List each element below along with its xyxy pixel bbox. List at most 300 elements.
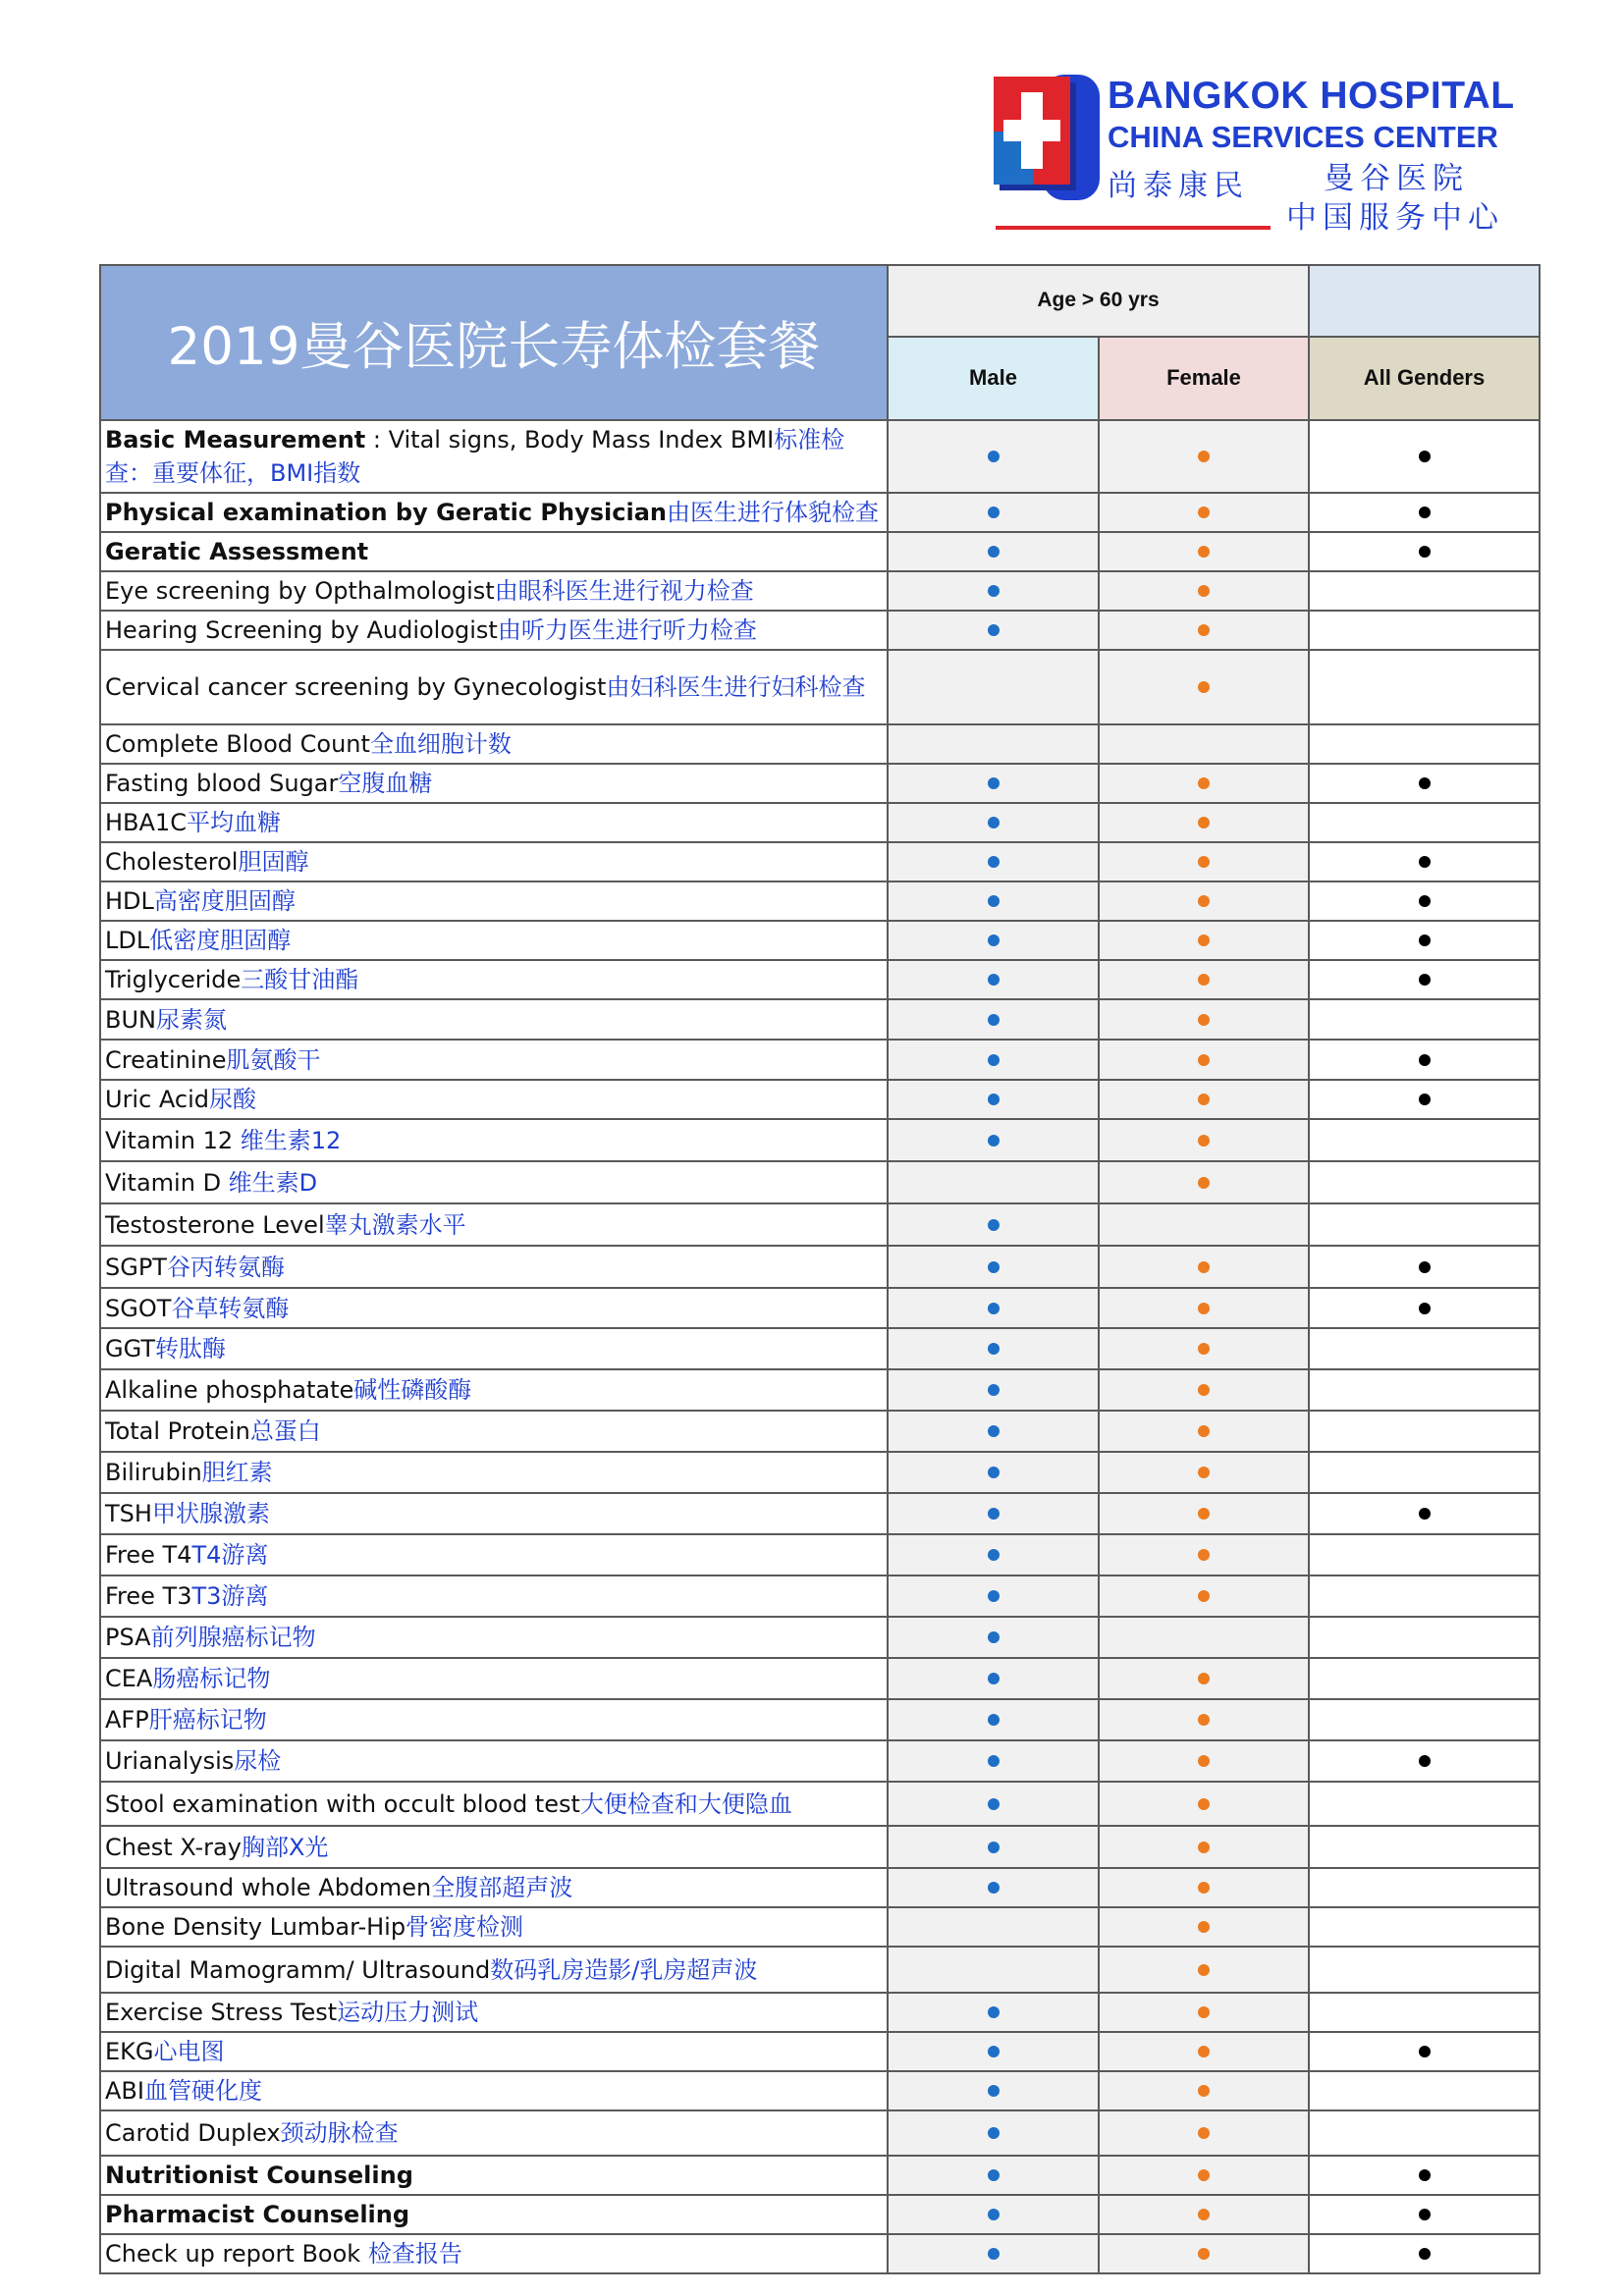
hospital-logo bbox=[992, 75, 1542, 241]
female-included-cell bbox=[1099, 532, 1309, 571]
item-name-cell bbox=[100, 650, 888, 724]
male-included-cell bbox=[888, 1080, 1099, 1119]
all-included-cell bbox=[1309, 1040, 1540, 1080]
female-included-cell bbox=[1099, 571, 1309, 611]
all-included-cell bbox=[1309, 1328, 1540, 1369]
included-dot-icon bbox=[1419, 1094, 1431, 1105]
item-name-cell bbox=[100, 2110, 888, 2156]
female-included-cell bbox=[1099, 1040, 1309, 1080]
female-included-cell bbox=[1099, 1411, 1309, 1452]
included-dot-icon bbox=[988, 1094, 1000, 1105]
all-included-cell bbox=[1309, 2156, 1540, 2195]
female-included-cell bbox=[1099, 1617, 1309, 1658]
female-included-cell bbox=[1099, 921, 1309, 960]
all-included-cell bbox=[1309, 1534, 1540, 1575]
male-included-cell bbox=[888, 724, 1099, 764]
table-row bbox=[100, 1246, 1540, 1288]
item-name-zh: 空腹血糖 bbox=[338, 770, 433, 797]
included-dot-icon bbox=[1198, 2248, 1210, 2260]
item-name-zh: 总蛋白 bbox=[249, 1417, 321, 1445]
table-row bbox=[100, 420, 1540, 493]
item-name-cell bbox=[100, 1782, 888, 1826]
item-name-en: EKG bbox=[105, 2038, 154, 2065]
item-name-en: Ultrasound whole Abdomen bbox=[105, 1874, 432, 1901]
included-dot-icon bbox=[1198, 1094, 1210, 1105]
male-included-cell bbox=[888, 1782, 1099, 1826]
included-dot-icon bbox=[1198, 2209, 1210, 2220]
item-name-zh: 心电图 bbox=[153, 2038, 225, 2065]
column-header-female: Female bbox=[1099, 337, 1309, 420]
item-name-cell bbox=[100, 611, 888, 650]
item-name-cell bbox=[100, 2032, 888, 2071]
male-included-cell bbox=[888, 764, 1099, 803]
all-included-cell bbox=[1309, 650, 1540, 724]
male-included-cell bbox=[888, 2071, 1099, 2110]
item-name-en: Hearing Screening by Audiologist bbox=[105, 616, 498, 644]
male-included-cell bbox=[888, 999, 1099, 1040]
included-dot-icon bbox=[1198, 1755, 1210, 1767]
male-included-cell bbox=[888, 921, 1099, 960]
all-included-cell bbox=[1309, 921, 1540, 960]
table-row bbox=[100, 724, 1540, 764]
female-included-cell bbox=[1099, 2234, 1309, 2273]
item-name-zh: T4游离 bbox=[191, 1541, 269, 1569]
table-row bbox=[100, 1907, 1540, 1947]
item-name-cell bbox=[100, 960, 888, 999]
female-included-cell bbox=[1099, 764, 1309, 803]
column-header-all-genders: All Genders bbox=[1309, 337, 1540, 420]
item-name-cell bbox=[100, 1993, 888, 2032]
all-included-cell bbox=[1309, 1575, 1540, 1617]
included-dot-icon bbox=[1198, 1964, 1210, 1976]
item-name-en: Free T4 bbox=[105, 1541, 192, 1569]
item-name-zh: 标准检查：重要体征，BMI指数 bbox=[105, 426, 845, 487]
female-included-cell bbox=[1099, 803, 1309, 842]
male-included-cell bbox=[888, 842, 1099, 881]
table-row bbox=[100, 1868, 1540, 1907]
included-dot-icon bbox=[988, 934, 1000, 946]
table-row bbox=[100, 764, 1540, 803]
item-name-en: TSH bbox=[105, 1500, 152, 1527]
item-name-en: Carotid Duplex bbox=[105, 2119, 281, 2147]
table-row bbox=[100, 1080, 1540, 1119]
table-row bbox=[100, 960, 1540, 999]
female-included-cell bbox=[1099, 1452, 1309, 1493]
all-included-cell bbox=[1309, 532, 1540, 571]
item-name-en: Geratic Assessment bbox=[105, 538, 369, 565]
male-included-cell bbox=[888, 1369, 1099, 1411]
logo-name-en-2: CHINA SERVICES CENTER bbox=[1108, 120, 1498, 154]
table-row bbox=[100, 1411, 1540, 1452]
included-dot-icon bbox=[988, 1508, 1000, 1520]
included-dot-icon bbox=[1198, 1882, 1210, 1894]
header-row-1 bbox=[100, 265, 1540, 337]
male-included-cell bbox=[888, 611, 1099, 650]
included-dot-icon bbox=[1419, 777, 1431, 789]
item-name-cell bbox=[100, 532, 888, 571]
all-included-cell bbox=[1309, 2234, 1540, 2273]
male-included-cell bbox=[888, 1119, 1099, 1161]
item-name-en: Cholesterol bbox=[105, 848, 239, 876]
item-name-cell bbox=[100, 842, 888, 881]
item-name-zh: 平均血糖 bbox=[186, 809, 281, 836]
included-dot-icon bbox=[1198, 856, 1210, 868]
included-dot-icon bbox=[988, 585, 1000, 597]
item-name-en: GGT bbox=[105, 1335, 155, 1362]
item-name-zh: 运动压力测试 bbox=[337, 1999, 479, 2026]
item-name-zh: 颈动脉检查 bbox=[280, 2119, 399, 2147]
table-row bbox=[100, 1452, 1540, 1493]
item-name-cell bbox=[100, 1575, 888, 1617]
item-name-en: LDL bbox=[105, 927, 150, 954]
item-name-en: Vitamin D bbox=[105, 1168, 229, 1197]
included-dot-icon bbox=[1419, 974, 1431, 986]
item-name-zh: 维生素12 bbox=[240, 1126, 342, 1154]
item-name-zh: 肠癌标记物 bbox=[152, 1665, 271, 1692]
female-included-cell bbox=[1099, 1907, 1309, 1947]
column-header-male: Male bbox=[888, 337, 1099, 420]
all-included-cell bbox=[1309, 1658, 1540, 1699]
included-dot-icon bbox=[988, 1303, 1000, 1314]
male-included-cell bbox=[888, 2032, 1099, 2071]
item-name-en: Pharmacist Counseling bbox=[105, 2201, 410, 2228]
included-dot-icon bbox=[988, 451, 1000, 462]
item-name-en: BUN bbox=[105, 1005, 156, 1034]
female-included-cell bbox=[1099, 724, 1309, 764]
female-included-cell bbox=[1099, 2032, 1309, 2071]
all-included-cell bbox=[1309, 1826, 1540, 1868]
included-dot-icon bbox=[1198, 1921, 1210, 1933]
item-name-en-detail: : Vital signs, Body Mass Index BMI bbox=[365, 426, 775, 454]
item-name-cell bbox=[100, 1161, 888, 1203]
all-included-cell bbox=[1309, 2032, 1540, 2071]
item-name-zh: 由眼科医生进行视力检查 bbox=[494, 577, 754, 605]
item-name-cell bbox=[100, 2234, 888, 2273]
female-included-cell bbox=[1099, 1328, 1309, 1369]
all-included-cell bbox=[1309, 1493, 1540, 1534]
item-name-cell bbox=[100, 1452, 888, 1493]
item-name-zh: 胆红素 bbox=[201, 1459, 273, 1486]
included-dot-icon bbox=[988, 895, 1000, 907]
item-name-zh: 胆固醇 bbox=[238, 848, 309, 876]
item-name-cell bbox=[100, 493, 888, 532]
male-included-cell bbox=[888, 493, 1099, 532]
male-included-cell bbox=[888, 1534, 1099, 1575]
blank-header-cell bbox=[1309, 265, 1540, 337]
included-dot-icon bbox=[1419, 1261, 1431, 1273]
table-row bbox=[100, 1288, 1540, 1328]
male-included-cell bbox=[888, 1203, 1099, 1246]
included-dot-icon bbox=[1419, 2248, 1431, 2260]
female-included-cell bbox=[1099, 1161, 1309, 1203]
male-included-cell bbox=[888, 1246, 1099, 1288]
included-dot-icon bbox=[988, 624, 1000, 636]
female-included-cell bbox=[1099, 611, 1309, 650]
male-included-cell bbox=[888, 1452, 1099, 1493]
female-included-cell bbox=[1099, 1288, 1309, 1328]
item-name-en: Stool examination with occult blood test bbox=[105, 1789, 580, 1818]
item-name-cell bbox=[100, 2156, 888, 2195]
all-included-cell bbox=[1309, 611, 1540, 650]
item-name-en: Chest X-ray bbox=[105, 1833, 242, 1861]
all-included-cell bbox=[1309, 1993, 1540, 2032]
included-dot-icon bbox=[1419, 546, 1431, 558]
item-name-en: AFP bbox=[105, 1706, 149, 1734]
male-included-cell bbox=[888, 881, 1099, 921]
item-name-cell bbox=[100, 1740, 888, 1782]
item-name-zh: 甲状腺激素 bbox=[151, 1500, 270, 1527]
all-included-cell bbox=[1309, 724, 1540, 764]
item-name-cell bbox=[100, 2195, 888, 2234]
table-row bbox=[100, 571, 1540, 611]
included-dot-icon bbox=[1198, 1842, 1210, 1853]
female-included-cell bbox=[1099, 2110, 1309, 2156]
item-name-cell bbox=[100, 1826, 888, 1868]
all-included-cell bbox=[1309, 1080, 1540, 1119]
item-name-cell bbox=[100, 571, 888, 611]
item-name-en: HBA1C bbox=[105, 809, 187, 836]
table-row bbox=[100, 1699, 1540, 1740]
male-included-cell bbox=[888, 1658, 1099, 1699]
item-name-en: Complete Blood Count bbox=[105, 730, 370, 758]
included-dot-icon bbox=[1198, 1343, 1210, 1355]
item-name-cell bbox=[100, 1288, 888, 1328]
male-included-cell bbox=[888, 420, 1099, 493]
included-dot-icon bbox=[988, 1135, 1000, 1147]
item-name-zh: 胸部X光 bbox=[241, 1833, 329, 1861]
item-name-zh: 由医生进行体貌检查 bbox=[666, 499, 879, 526]
item-name-zh: 全腹部超声波 bbox=[431, 1874, 573, 1901]
item-name-zh: 肝癌标记物 bbox=[148, 1706, 267, 1734]
logo-name-zh-3: 中国服务中心 bbox=[1286, 200, 1504, 236]
included-dot-icon bbox=[1419, 2046, 1431, 2057]
female-included-cell bbox=[1099, 1826, 1309, 1868]
included-dot-icon bbox=[1198, 1508, 1210, 1520]
item-name-cell bbox=[100, 724, 888, 764]
all-included-cell bbox=[1309, 1740, 1540, 1782]
included-dot-icon bbox=[1198, 1549, 1210, 1561]
item-name-zh: 谷草转氨酶 bbox=[171, 1294, 290, 1322]
table-row bbox=[100, 1617, 1540, 1658]
item-name-zh: 谷丙转氨酶 bbox=[166, 1253, 285, 1281]
item-name-cell bbox=[100, 1534, 888, 1575]
item-name-zh: 碱性磷酸酶 bbox=[353, 1376, 472, 1404]
item-name-cell bbox=[100, 1040, 888, 1080]
item-name-cell bbox=[100, 1411, 888, 1452]
item-name-en: Alkaline phosphatate bbox=[105, 1376, 354, 1404]
table-row bbox=[100, 2110, 1540, 2156]
item-name-zh: T3游离 bbox=[191, 1582, 269, 1610]
female-included-cell bbox=[1099, 881, 1309, 921]
table-row bbox=[100, 1369, 1540, 1411]
included-dot-icon bbox=[988, 2248, 1000, 2260]
female-included-cell bbox=[1099, 1119, 1309, 1161]
male-included-cell bbox=[888, 532, 1099, 571]
female-included-cell bbox=[1099, 1080, 1309, 1119]
item-name-en: Vitamin 12 bbox=[105, 1126, 241, 1154]
female-included-cell bbox=[1099, 842, 1309, 881]
all-included-cell bbox=[1309, 881, 1540, 921]
table-row bbox=[100, 881, 1540, 921]
item-name-en: PSA bbox=[105, 1624, 151, 1651]
all-included-cell bbox=[1309, 1617, 1540, 1658]
table-row bbox=[100, 1826, 1540, 1868]
included-dot-icon bbox=[1419, 934, 1431, 946]
item-name-zh: 尿素氮 bbox=[155, 1005, 227, 1034]
item-name-zh: 全血细胞计数 bbox=[369, 730, 512, 758]
all-included-cell bbox=[1309, 1203, 1540, 1246]
included-dot-icon bbox=[1198, 546, 1210, 558]
item-name-cell bbox=[100, 1658, 888, 1699]
item-name-cell bbox=[100, 2071, 888, 2110]
item-name-en: Uric Acid bbox=[105, 1086, 210, 1113]
included-dot-icon bbox=[988, 1673, 1000, 1684]
item-name-en: Testosterone Level bbox=[105, 1210, 325, 1239]
female-included-cell bbox=[1099, 1369, 1309, 1411]
table-row bbox=[100, 2234, 1540, 2273]
item-name-en: Nutritionist Counseling bbox=[105, 2162, 413, 2189]
item-name-zh: 高密度胆固醇 bbox=[153, 887, 296, 915]
item-name-cell bbox=[100, 1328, 888, 1369]
table-row bbox=[100, 1993, 1540, 2032]
item-name-cell bbox=[100, 764, 888, 803]
all-included-cell bbox=[1309, 842, 1540, 881]
table-row bbox=[100, 1040, 1540, 1080]
item-name-cell bbox=[100, 420, 888, 493]
item-name-zh: 数码乳房造影/乳房超声波 bbox=[490, 1955, 758, 1984]
included-dot-icon bbox=[1198, 681, 1210, 693]
table-row bbox=[100, 921, 1540, 960]
item-name-zh: 由听力医生进行听力检查 bbox=[497, 616, 757, 644]
included-dot-icon bbox=[988, 2209, 1000, 2220]
hospital-logo-icon bbox=[992, 75, 1100, 200]
included-dot-icon bbox=[1198, 2085, 1210, 2097]
male-included-cell bbox=[888, 1328, 1099, 1369]
table-row bbox=[100, 1782, 1540, 1826]
included-dot-icon bbox=[1198, 507, 1210, 518]
table-row bbox=[100, 1328, 1540, 1369]
male-included-cell bbox=[888, 803, 1099, 842]
item-name-cell bbox=[100, 1369, 888, 1411]
included-dot-icon bbox=[1198, 1054, 1210, 1066]
table-row bbox=[100, 2032, 1540, 2071]
included-dot-icon bbox=[1198, 1425, 1210, 1437]
included-dot-icon bbox=[1198, 1673, 1210, 1684]
included-dot-icon bbox=[1419, 507, 1431, 518]
included-dot-icon bbox=[1419, 1303, 1431, 1314]
male-included-cell bbox=[888, 1699, 1099, 1740]
age-group-header: Age > 60 yrs bbox=[888, 265, 1309, 337]
item-name-en: Fasting blood Sugar bbox=[105, 770, 339, 797]
item-name-en: Eye screening by Opthalmologist bbox=[105, 577, 495, 605]
female-included-cell bbox=[1099, 2195, 1309, 2234]
male-included-cell bbox=[888, 1288, 1099, 1328]
female-included-cell bbox=[1099, 1534, 1309, 1575]
item-name-en: Urianalysis bbox=[105, 1747, 235, 1775]
all-included-cell bbox=[1309, 960, 1540, 999]
included-dot-icon bbox=[1198, 2169, 1210, 2181]
table-row bbox=[100, 1119, 1540, 1161]
female-included-cell bbox=[1099, 960, 1309, 999]
female-included-cell bbox=[1099, 1493, 1309, 1534]
all-included-cell bbox=[1309, 1947, 1540, 1993]
item-name-en: Bilirubin bbox=[105, 1459, 202, 1486]
female-included-cell bbox=[1099, 1993, 1309, 2032]
included-dot-icon bbox=[988, 2169, 1000, 2181]
included-dot-icon bbox=[988, 777, 1000, 789]
all-included-cell bbox=[1309, 1699, 1540, 1740]
all-included-cell bbox=[1309, 571, 1540, 611]
female-included-cell bbox=[1099, 650, 1309, 724]
included-dot-icon bbox=[988, 1549, 1000, 1561]
table-row bbox=[100, 1203, 1540, 1246]
item-name-zh: 大便检查和大便隐血 bbox=[579, 1789, 792, 1818]
female-included-cell bbox=[1099, 1575, 1309, 1617]
item-name-cell bbox=[100, 1868, 888, 1907]
included-dot-icon bbox=[988, 2127, 1000, 2139]
item-name-en: Basic Measurement bbox=[105, 426, 366, 454]
all-included-cell bbox=[1309, 420, 1540, 493]
included-dot-icon bbox=[1198, 1177, 1210, 1189]
included-dot-icon bbox=[988, 2046, 1000, 2057]
all-included-cell bbox=[1309, 1246, 1540, 1288]
item-name-en: Cervical cancer screening by Gynecologist bbox=[105, 673, 607, 701]
table-row bbox=[100, 2156, 1540, 2195]
male-included-cell bbox=[888, 1411, 1099, 1452]
male-included-cell bbox=[888, 571, 1099, 611]
included-dot-icon bbox=[1198, 2127, 1210, 2139]
all-included-cell bbox=[1309, 1119, 1540, 1161]
female-included-cell bbox=[1099, 1246, 1309, 1288]
included-dot-icon bbox=[988, 1882, 1000, 1894]
included-dot-icon bbox=[1198, 2046, 1210, 2057]
male-included-cell bbox=[888, 1493, 1099, 1534]
all-included-cell bbox=[1309, 764, 1540, 803]
all-included-cell bbox=[1309, 1452, 1540, 1493]
table-row bbox=[100, 1575, 1540, 1617]
included-dot-icon bbox=[1198, 1467, 1210, 1478]
included-dot-icon bbox=[1198, 451, 1210, 462]
table-row bbox=[100, 532, 1540, 571]
female-included-cell bbox=[1099, 1868, 1309, 1907]
male-included-cell bbox=[888, 1617, 1099, 1658]
table-row bbox=[100, 1740, 1540, 1782]
table-row bbox=[100, 650, 1540, 724]
male-included-cell bbox=[888, 1947, 1099, 1993]
item-name-zh: 检查报告 bbox=[367, 2240, 462, 2268]
included-dot-icon bbox=[1198, 1798, 1210, 1810]
included-dot-icon bbox=[988, 546, 1000, 558]
included-dot-icon bbox=[988, 1014, 1000, 1026]
item-name-cell bbox=[100, 921, 888, 960]
all-included-cell bbox=[1309, 2110, 1540, 2156]
table-row bbox=[100, 999, 1540, 1040]
included-dot-icon bbox=[1198, 934, 1210, 946]
included-dot-icon bbox=[988, 1384, 1000, 1396]
included-dot-icon bbox=[988, 1054, 1000, 1066]
included-dot-icon bbox=[1419, 856, 1431, 868]
male-included-cell bbox=[888, 2234, 1099, 2273]
item-name-zh: 三酸甘油酯 bbox=[241, 966, 359, 993]
male-included-cell bbox=[888, 1575, 1099, 1617]
all-included-cell bbox=[1309, 1868, 1540, 1907]
table-row bbox=[100, 1658, 1540, 1699]
table-row bbox=[100, 493, 1540, 532]
item-name-zh: 前列腺癌标记物 bbox=[150, 1624, 316, 1651]
included-dot-icon bbox=[988, 1631, 1000, 1643]
all-included-cell bbox=[1309, 1782, 1540, 1826]
included-dot-icon bbox=[1198, 1014, 1210, 1026]
